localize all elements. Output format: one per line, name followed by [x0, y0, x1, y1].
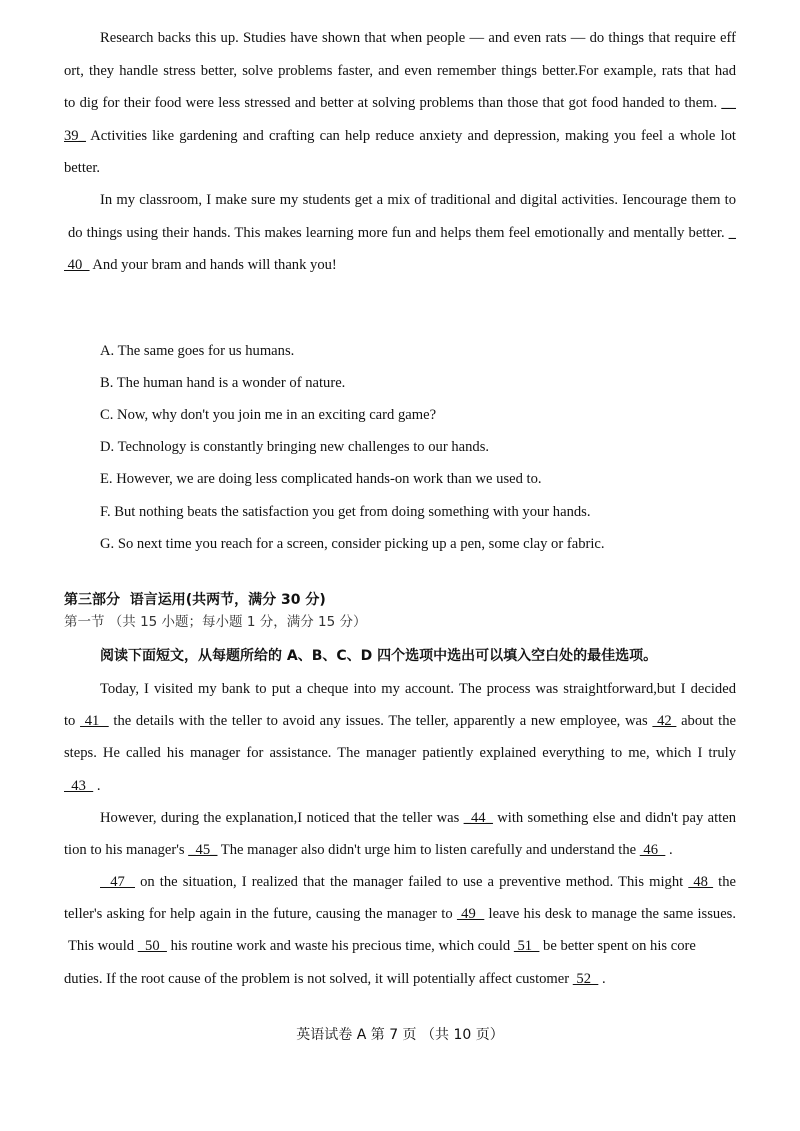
answer-blank: __ — [721, 95, 736, 111]
text-segment: with something else and didn't pay atten — [492, 810, 736, 826]
text-segment: Activities like gardening and crafting can help reduce anxiety and depression, making you feel a whole lot — [85, 128, 736, 144]
text-segment: 第三部分 语言运用(共两节，满分 30 分) — [64, 592, 326, 608]
answer-blank: 49 — [456, 906, 485, 922]
text-segment: to — [64, 713, 81, 729]
text-segment: B. The human hand is a wonder of nature. — [100, 375, 346, 391]
text-line — [64, 841, 736, 859]
text-segment: G. So next time you reach for a screen, consider picking up a pen, some clay or fabric. — [100, 536, 605, 552]
text-segment: on the situation, I realized that the manager failed to use a preventive method. This might — [135, 874, 689, 890]
answer-blank: 39_ — [64, 128, 86, 144]
text-segment: . — [665, 842, 673, 858]
answer-blank: 48 — [688, 874, 714, 890]
text-segment: his routine work and waste his precious time, which could — [166, 938, 514, 954]
text-line — [64, 591, 736, 609]
text-segment: ort, they handle stress better, solve problems faster, and even remember things better.For example, rats that had — [64, 63, 736, 79]
text-segment: C. Now, why don't you join me in an exciting card game? — [100, 407, 437, 423]
text-segment: teller's asking for help again in the future, causing the manager to — [64, 906, 457, 922]
answer-blank: 42 — [652, 713, 677, 729]
text-segment: Research backs this up. Studies have shown that when people — and even rats — do things that require eff — [100, 30, 736, 46]
answer-blank: _45_ — [188, 842, 218, 858]
text-segment: A. The same goes for us humans. — [100, 343, 295, 359]
text-line — [64, 777, 736, 795]
answer-blank: _ — [728, 225, 736, 241]
text-line — [64, 374, 736, 392]
text-line — [64, 744, 736, 762]
text-line — [64, 712, 736, 730]
answer-blank: 41 — [80, 713, 109, 729]
text-line — [64, 191, 736, 209]
text-line — [64, 159, 736, 177]
text-line — [64, 535, 736, 553]
text-segment: tion to his manager's — [64, 842, 189, 858]
text-segment: the details with the teller to avoid any issues. The teller, apparently a new employee, was — [108, 713, 653, 729]
answer-blank: _44_ — [463, 810, 493, 826]
text-line — [64, 62, 736, 80]
text-line — [64, 29, 736, 47]
text-line — [64, 873, 736, 891]
text-line — [64, 94, 736, 112]
text-line — [64, 937, 736, 955]
text-line — [64, 613, 736, 631]
text-line — [64, 970, 736, 988]
text-line — [64, 905, 736, 923]
text-line — [64, 470, 736, 488]
text-segment: 第一节 （共 15 小题；每小题 1 分，满分 15 分） — [64, 614, 367, 630]
text-segment: And your bram and hands will thank you! — [89, 257, 337, 273]
answer-blank: 47 — [100, 874, 135, 890]
text-line — [64, 256, 736, 274]
text-line — [64, 438, 736, 456]
text-segment: the — [713, 874, 736, 890]
text-line — [64, 503, 736, 521]
text-line — [64, 809, 736, 827]
answer-blank: 46 — [639, 842, 666, 858]
text-segment: This would — [68, 938, 138, 954]
text-segment: be better spent on his core — [539, 938, 696, 954]
answer-blank: 52 — [572, 971, 599, 987]
text-segment: The manager also didn't urge him to listen carefully and understand the — [217, 842, 640, 858]
text-segment: Today, I visited my bank to put a cheque into my account. The process was straightforward,but I decided — [100, 681, 736, 697]
answer-blank: 50 — [137, 938, 167, 954]
text-segment: However, during the explanation,I noticed that the teller was — [100, 810, 464, 826]
text-segment: to dig for their food were less stressed and better at solving problems than those that got food handed to them. — [64, 95, 722, 111]
text-line — [64, 224, 736, 242]
text-segment: duties. If the root cause of the problem is not solved, it will potentially affect customer — [64, 971, 573, 987]
answer-blank: 43 — [64, 778, 94, 794]
text-segment: In my classroom, I make sure my students get a mix of traditional and digital activities. Iencourage them to — [100, 192, 736, 208]
text-segment: . — [93, 778, 101, 794]
page-footer: 英语试卷 A 第 7 页 （共 10 页） — [296, 1027, 504, 1043]
text-segment: better. — [64, 160, 101, 176]
text-line — [64, 127, 736, 145]
text-line — [64, 680, 736, 698]
text-segment: E. However, we are doing less complicated hands-on work than we used to. — [100, 471, 542, 487]
text-segment: about the — [676, 713, 736, 729]
text-segment: steps. He called his manager for assistance. The manager patiently explained everything to me, which I truly — [64, 745, 736, 761]
text-line — [64, 406, 736, 424]
text-segment: D. Technology is constantly bringing new challenges to our hands. — [100, 439, 490, 455]
text-segment: leave his desk to manage the same issues. — [484, 906, 736, 922]
text-segment: 阅读下面短文，从每题所给的 A、B、C、D 四个选项中选出可以填入空白处的最佳选项。 — [100, 648, 658, 664]
text-line — [64, 342, 736, 360]
text-segment: . — [598, 971, 606, 987]
answer-blank: 40 — [64, 257, 90, 273]
text-segment: F. But nothing beats the satisfaction you get from doing something with your hands. — [100, 504, 591, 520]
answer-blank: 51 — [513, 938, 540, 954]
text-segment: do things using their hands. This makes learning more fun and helps them feel emotionally and mentally better. — [68, 225, 729, 241]
text-line — [64, 647, 736, 665]
